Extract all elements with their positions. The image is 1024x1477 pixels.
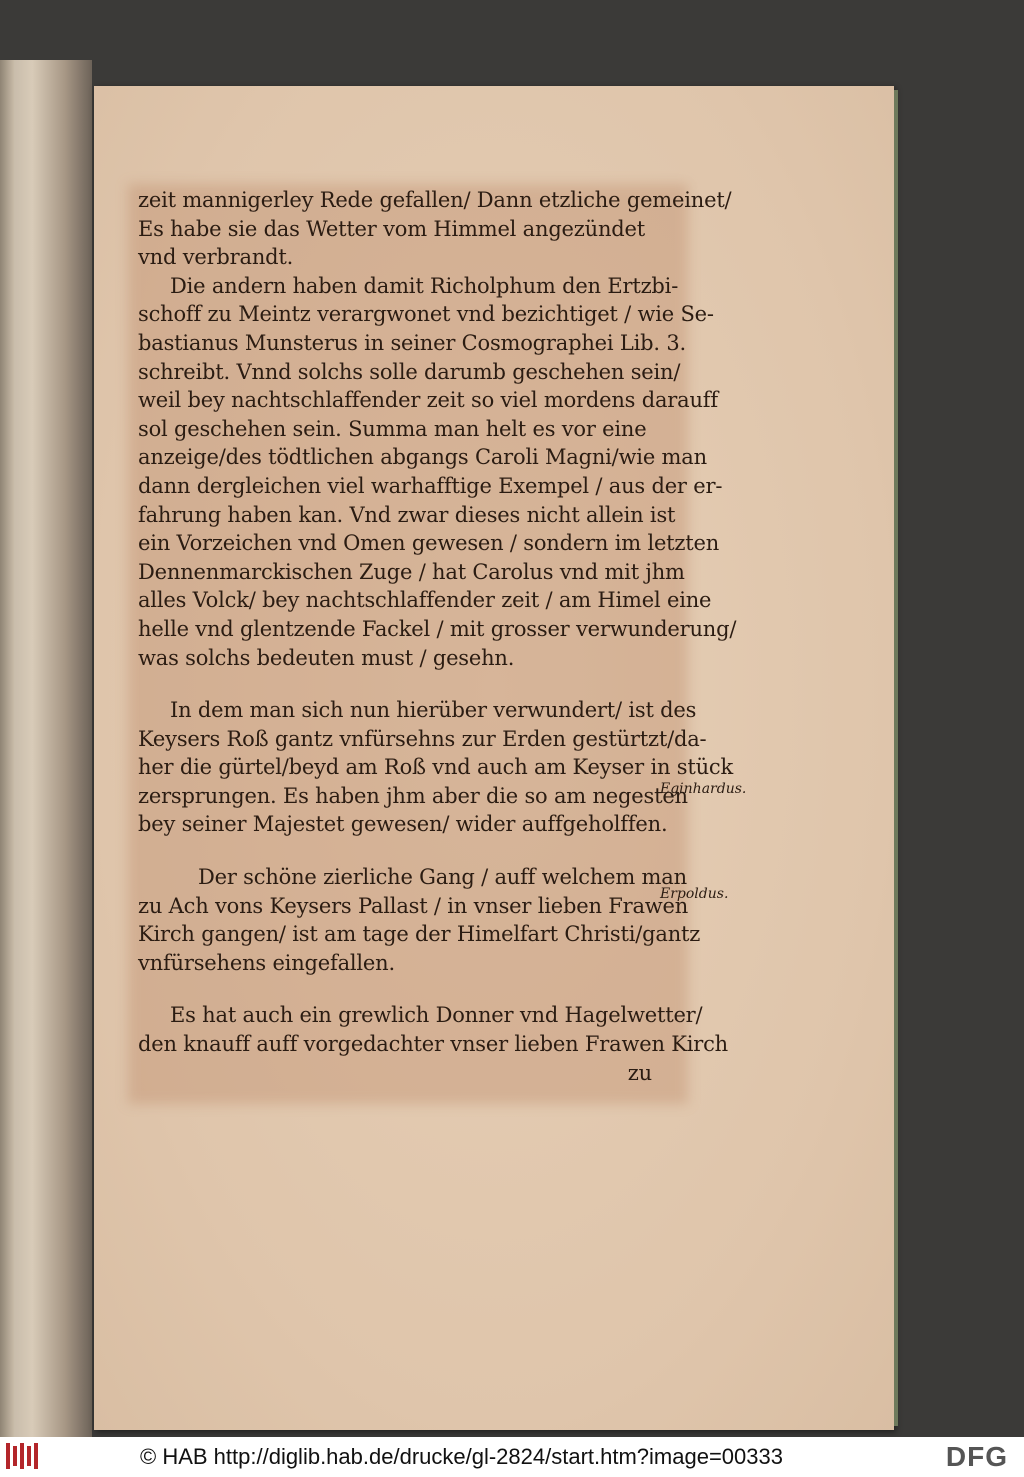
text-line: sol geschehen sein. Summa man helt es vor eine <box>138 416 647 441</box>
text-line: bey seiner Majestet gewesen/ wider auffgeholffen. <box>138 812 668 837</box>
hab-logo-icon <box>6 1443 40 1469</box>
text-line: anzeige/des tödtlichen abgangs Caroli Magni/wie man <box>138 445 707 470</box>
text-line: was solchs bedeuten must / gesehn. <box>138 645 515 670</box>
text-line: ein Vorzeichen vnd Omen gewesen / sondern im letzten <box>138 531 720 556</box>
text-line: den knauff auff vorgedachter vnser lieben Frawen Kirch <box>138 1032 728 1057</box>
source-credit-link[interactable]: © HAB http://diglib.hab.de/drucke/gl-2824/start.htm?image=00333 <box>140 1444 783 1469</box>
text-line: vnfürsehens eingefallen. <box>138 950 395 975</box>
text-line: schoff zu Meintz verargwonet vnd bezichtiget / wie Se- <box>138 302 714 327</box>
text-line: In dem man sich nun hierüber verwundert/ ist des <box>170 698 697 723</box>
text-line: dann dergleichen viel warhafftige Exempel / aus der er- <box>138 473 723 498</box>
scanned-page <box>94 86 894 1430</box>
text-line: alles Volck/ bey nachtschlaffender zeit / am Himel eine <box>138 588 712 613</box>
margin-note: Eginhardus. <box>660 781 747 797</box>
page-edge-shade <box>0 60 14 1445</box>
text-line: vnd verbrandt. <box>138 245 294 270</box>
text-line: Der schöne zierliche Gang / auff welchem man <box>198 865 687 890</box>
paragraph-gap <box>138 839 658 863</box>
viewer-footer <box>0 1437 1024 1477</box>
page-binding-edge <box>894 90 898 1426</box>
paragraph-gap <box>138 672 658 696</box>
text-line: zeit mannigerley Rede gefallen/ Dann etzliche gemeinet/ <box>138 188 732 212</box>
text-line: bastianus Munsterus in seiner Cosmographei Lib. 3. <box>138 330 686 355</box>
text-line: Keysers Roß gantz vnfürsehns zur Erden gestürtzt/da- <box>138 726 707 751</box>
text-line: her die gürtel/beyd am Roß vnd auch am Keyser in stück <box>138 755 734 780</box>
dfg-logo: DFG <box>945 1441 1008 1472</box>
previous-page-edge <box>0 60 92 1445</box>
text-line: schreibt. Vnnd solchs solle darumb geschehen sein/ <box>138 359 681 384</box>
text-line: zu Ach vons Keysers Pallast / in vnser lieben Frawen <box>138 893 689 918</box>
paragraph-gap <box>138 977 658 1001</box>
text-line: Es hat auch ein grewlich Donner vnd Hagelwetter/ <box>170 1003 703 1028</box>
catchword: zu <box>627 1060 652 1085</box>
text-line: weil bey nachtschlaffender zeit so viel mordens darauff <box>138 388 718 413</box>
text-line: Die andern haben damit Richolphum den Ertzbi- <box>170 273 679 298</box>
text-line: Dennenmarckischen Zuge / hat Carolus vnd mit jhm <box>138 559 685 584</box>
margin-note: Erpoldus. <box>660 886 729 902</box>
text-line: helle vnd glentzende Fackel / mit grosser verwunderung/ <box>138 616 737 641</box>
text-line: Es habe sie das Wetter vom Himmel angezündet <box>138 216 646 241</box>
text-line: zersprungen. Es haben jhm aber die so am negesten <box>138 783 688 808</box>
text-line: Kirch gangen/ ist am tage der Himelfart Christi/gantz <box>138 922 701 947</box>
text-line: fahrung haben kan. Vnd zwar dieses nicht allein ist <box>138 502 676 527</box>
